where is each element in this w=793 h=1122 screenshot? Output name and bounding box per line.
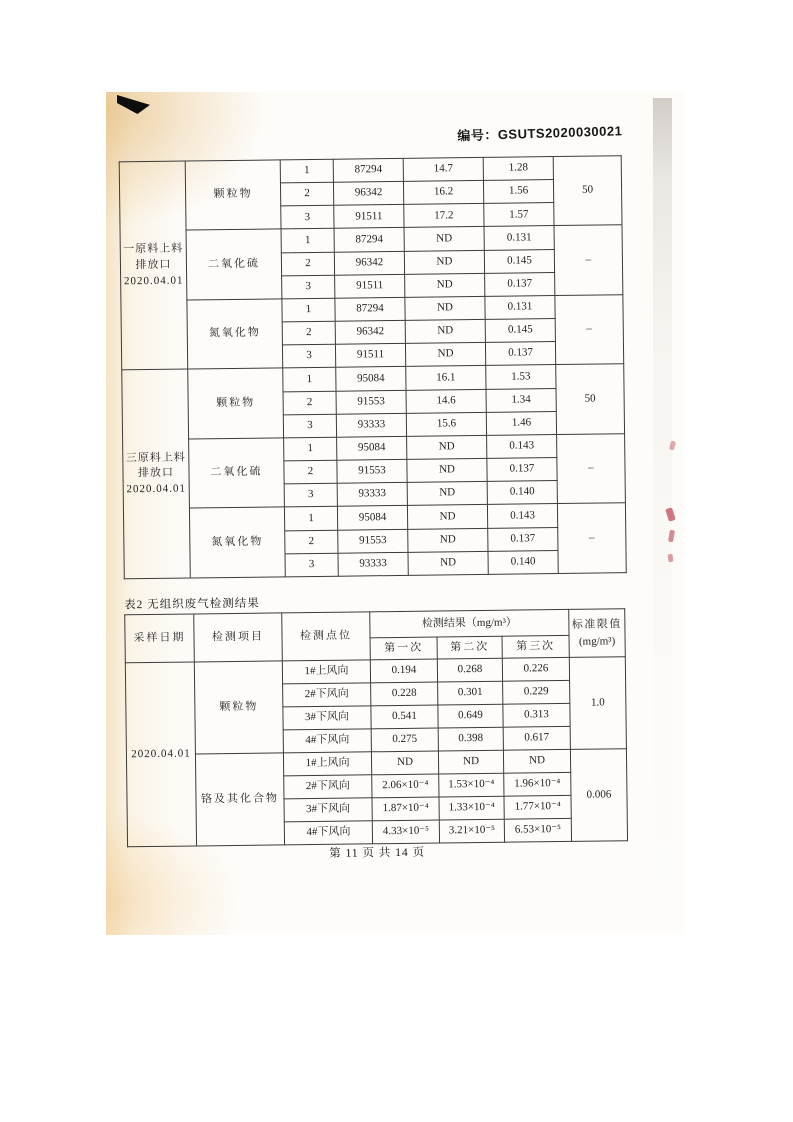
sample-id-cell: 96342 [335, 320, 405, 344]
pollutant-cell: 铬及其化合物 [195, 753, 284, 846]
pollutant-cell: 氮氧化物 [187, 299, 283, 370]
concentration-cell: 14.6 [406, 389, 486, 413]
concentration-cell: ND [408, 551, 488, 575]
sample-no-cell: 2 [282, 321, 335, 345]
header-results-group: 检测结果（mg/m³） [370, 609, 569, 637]
pollutant-cell: 氮氧化物 [189, 507, 285, 578]
sample-id-cell: 93333 [337, 483, 407, 507]
limit-cell: – [557, 503, 626, 573]
sample-id-cell: 95084 [337, 436, 407, 460]
concentration-cell: ND [407, 482, 487, 506]
result-second-cell: 0.398 [438, 727, 503, 751]
concentration-cell: 15.6 [406, 412, 486, 436]
sample-no-cell: 3 [285, 553, 338, 577]
result-first-cell: 2.06×10⁻⁴ [372, 774, 439, 798]
pollutant-cell: 颗粒物 [188, 368, 284, 439]
sample-id-cell: 95084 [336, 367, 406, 391]
sample-no-cell: 1 [284, 507, 337, 531]
emission-rate-cell: 0.137 [488, 527, 558, 551]
page-content [101, 89, 689, 939]
result-second-cell: 0.268 [437, 658, 502, 682]
sample-no-cell: 3 [284, 483, 337, 507]
concentration-cell: 17.2 [404, 204, 484, 228]
table2-body [125, 657, 627, 847]
concentration-cell: ND [407, 505, 487, 529]
emission-rate-cell: 0.140 [488, 550, 558, 574]
emission-rate-cell: 1.56 [483, 180, 553, 204]
result-second-cell: 1.33×10⁻⁴ [439, 796, 504, 820]
result-first-cell: 0.194 [370, 659, 437, 683]
emission-rate-cell: 0.137 [487, 458, 557, 482]
emission-rate-cell: 0.131 [485, 295, 555, 319]
result-first-cell: 0.228 [371, 682, 438, 706]
header-standard-limit-line2: (mg/m³) [578, 634, 616, 648]
emission-rate-cell: 0.137 [485, 272, 555, 296]
header-sample-date: 采样日期 [125, 614, 195, 663]
emission-rate-cell: 0.137 [485, 342, 555, 366]
header-first-run: 第一次 [370, 637, 437, 660]
limit-cell: – [555, 295, 624, 365]
emission-rate-cell: 1.57 [484, 203, 554, 227]
result-second-cell: ND [438, 750, 503, 774]
sample-id-cell: 93333 [336, 413, 406, 437]
pollutant-cell: 颗粒物 [185, 160, 281, 231]
sample-no-cell: 1 [281, 229, 334, 253]
limit-cell: 1.0 [569, 657, 626, 750]
test-point-cell: 4#下风向 [283, 729, 371, 753]
emission-rate-cell: 0.143 [487, 504, 557, 528]
concentration-cell: ND [405, 319, 485, 343]
sample-no-cell: 1 [280, 159, 333, 183]
table1-stationary-emissions [119, 155, 627, 579]
emission-rate-cell: 0.145 [484, 249, 554, 273]
limit-cell: – [554, 225, 623, 295]
concentration-cell: ND [408, 528, 488, 552]
sample-no-cell: 3 [283, 414, 336, 438]
result-second-cell: 3.21×10⁻⁵ [439, 819, 504, 843]
sample-no-cell: 3 [282, 344, 335, 368]
emission-rate-cell: 0.131 [484, 226, 554, 250]
result-second-cell: 0.301 [438, 681, 503, 705]
emission-rate-cell: 0.140 [487, 481, 557, 505]
sample-id-cell: 96342 [333, 182, 403, 206]
group-label-cell: 一原料上料 排放口 2020.04.01 [119, 161, 188, 370]
sample-no-cell: 2 [284, 460, 337, 484]
limit-cell: 0.006 [570, 749, 627, 842]
concentration-cell: 16.2 [403, 181, 483, 205]
emission-rate-cell: 0.145 [485, 319, 555, 343]
document-number: 编号：GSUTS2020030021 [457, 123, 623, 144]
header-standard-limit-line1: 标准限值 [571, 618, 622, 631]
concentration-cell: ND [404, 227, 484, 251]
pollutant-cell: 二氧化硫 [186, 229, 282, 300]
test-point-cell: 2#下风向 [284, 775, 372, 799]
header-standard-limit [569, 609, 626, 658]
sample-id-cell: 87294 [333, 158, 403, 182]
emission-rate-cell: 1.46 [486, 411, 556, 435]
emission-rate-cell: 1.28 [483, 157, 553, 181]
header-test-point: 检测点位 [282, 612, 371, 661]
result-third-cell: 0.229 [503, 680, 570, 704]
limit-cell: 50 [556, 364, 625, 434]
sample-no-cell: 3 [281, 206, 334, 230]
scanned-page [106, 92, 684, 935]
group-label-cell: 2020.04.01 [125, 662, 196, 847]
sample-no-cell: 1 [283, 368, 336, 392]
test-point-cell: 1#上风向 [282, 660, 370, 684]
header-test-item: 检测项目 [194, 613, 283, 662]
concentration-cell: 14.7 [403, 157, 483, 181]
result-first-cell: ND [371, 751, 438, 775]
result-second-cell: 0.649 [438, 704, 503, 728]
concentration-cell: ND [404, 250, 484, 274]
result-third-cell: 6.53×10⁻⁵ [504, 818, 571, 842]
result-first-cell: 1.87×10⁻⁴ [372, 797, 439, 821]
header-third-run: 第三次 [502, 635, 569, 658]
result-first-cell: 4.33×10⁻⁵ [372, 820, 439, 844]
result-third-cell: ND [503, 749, 570, 773]
sample-id-cell: 91553 [337, 459, 407, 483]
sample-no-cell: 2 [283, 391, 336, 415]
result-second-cell: 1.53×10⁻⁴ [439, 773, 504, 797]
emission-rate-cell: 1.34 [486, 388, 556, 412]
result-third-cell: 0.313 [503, 703, 570, 727]
sample-no-cell: 2 [280, 182, 333, 206]
sample-id-cell: 91511 [335, 274, 405, 298]
result-third-cell: 0.617 [503, 726, 570, 750]
test-point-cell: 2#下风向 [283, 683, 371, 707]
sample-id-cell: 91553 [338, 529, 408, 553]
sample-no-cell: 2 [281, 252, 334, 276]
sample-no-cell: 1 [284, 437, 337, 461]
sample-id-cell: 87294 [335, 297, 405, 321]
result-first-cell: 0.275 [371, 728, 438, 752]
pollutant-cell: 颗粒物 [194, 661, 283, 754]
sample-id-cell: 91511 [334, 205, 404, 229]
sample-id-cell: 91553 [336, 390, 406, 414]
concentration-cell: ND [405, 343, 485, 367]
result-third-cell: 0.226 [502, 657, 569, 681]
sample-no-cell: 1 [282, 298, 335, 322]
concentration-cell: ND [405, 273, 485, 297]
test-point-cell: 3#下风向 [283, 706, 371, 730]
sample-id-cell: 91511 [335, 344, 405, 368]
test-point-cell: 3#下风向 [284, 798, 372, 822]
table1-body [119, 156, 626, 579]
sample-id-cell: 95084 [337, 506, 407, 530]
table2-title: 表2 无组织废气检测结果 [124, 597, 260, 612]
sample-id-cell: 93333 [338, 552, 408, 576]
sample-id-cell: 87294 [334, 228, 404, 252]
sample-no-cell: 3 [282, 275, 335, 299]
test-point-cell: 1#上风向 [283, 752, 371, 776]
result-first-cell: 0.541 [371, 705, 438, 729]
concentration-cell: ND [407, 458, 487, 482]
result-third-cell: 1.96×10⁻⁴ [504, 772, 571, 796]
sample-id-cell: 96342 [334, 251, 404, 275]
test-point-cell: 4#下风向 [284, 821, 372, 845]
concentration-cell: 16.1 [406, 366, 486, 390]
limit-cell: 50 [553, 156, 622, 226]
emission-rate-cell: 1.53 [486, 365, 556, 389]
limit-cell: – [557, 434, 626, 504]
page-footer: 第 11 页 共 14 页 [329, 846, 426, 860]
table2-fugitive-emissions [124, 608, 628, 847]
sample-no-cell: 2 [285, 530, 338, 554]
concentration-cell: ND [407, 435, 487, 459]
pollutant-cell: 二氧化硫 [189, 438, 285, 509]
group-label-cell: 三原料上料 排放口 2020.04.01 [122, 369, 191, 578]
header-second-run: 第二次 [437, 636, 502, 659]
result-third-cell: 1.77×10⁻⁴ [504, 795, 571, 819]
emission-rate-cell: 0.143 [487, 434, 557, 458]
concentration-cell: ND [405, 296, 485, 320]
